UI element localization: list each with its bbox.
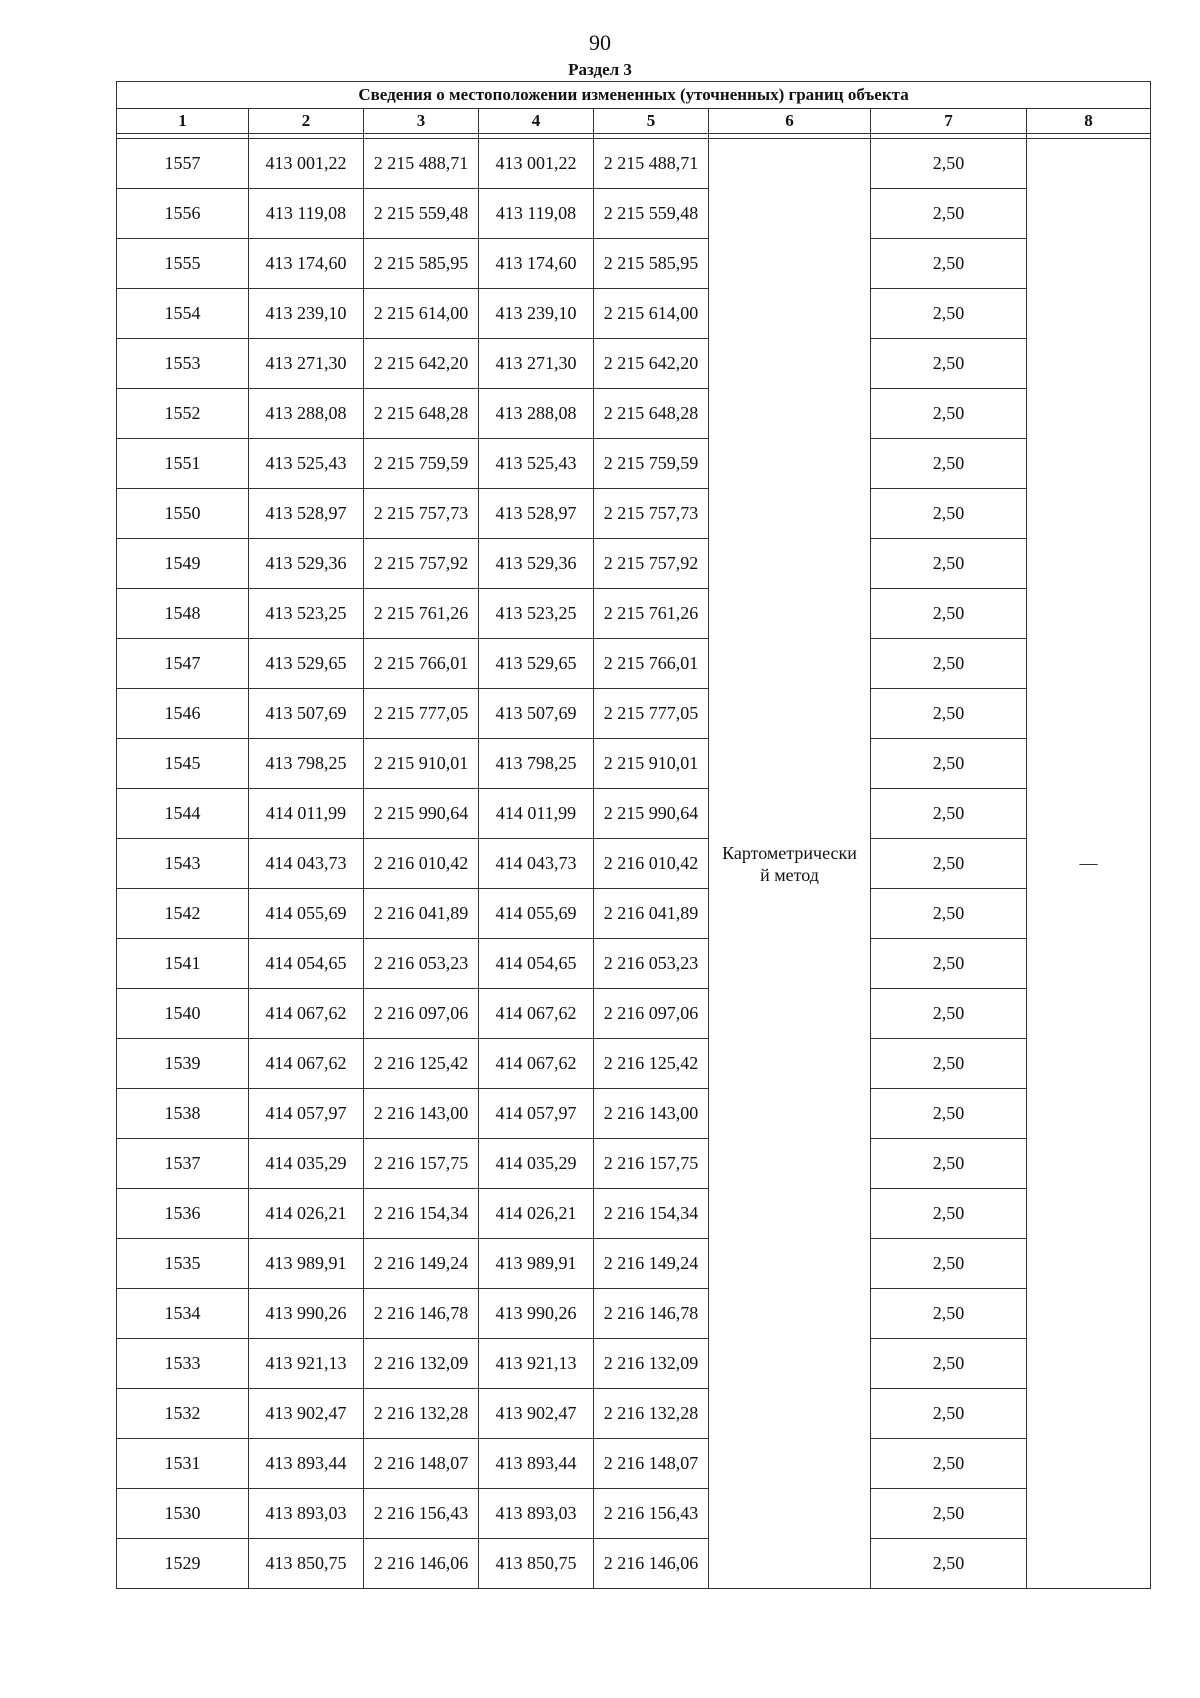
cell-x-new: 414 067,62 <box>479 1039 594 1089</box>
cell-x-old: 413 989,91 <box>249 1239 364 1289</box>
cell-x-old: 413 119,08 <box>249 189 364 239</box>
cell-x-old: 413 798,25 <box>249 739 364 789</box>
cell-x-new: 413 529,36 <box>479 539 594 589</box>
cell-x-new: 414 026,21 <box>479 1189 594 1239</box>
cell-point: 1555 <box>117 239 249 289</box>
cell-y-new: 2 216 125,42 <box>594 1039 709 1089</box>
cell-accuracy: 2,50 <box>871 1239 1027 1289</box>
table-row <box>117 139 1151 189</box>
cell-point: 1537 <box>117 1139 249 1189</box>
cell-x-old: 414 054,65 <box>249 939 364 989</box>
table-row <box>117 439 1151 489</box>
cell-y-old: 2 215 990,64 <box>364 789 479 839</box>
cell-x-old: 414 067,62 <box>249 989 364 1039</box>
cell-y-old: 2 216 041,89 <box>364 889 479 939</box>
cell-accuracy: 2,50 <box>871 189 1027 239</box>
cell-x-old: 413 529,65 <box>249 639 364 689</box>
cell-x-old: 413 525,43 <box>249 439 364 489</box>
cell-accuracy: 2,50 <box>871 639 1027 689</box>
cell-x-new: 413 239,10 <box>479 289 594 339</box>
cell-x-new: 413 893,44 <box>479 1439 594 1489</box>
cell-y-old: 2 216 053,23 <box>364 939 479 989</box>
table-row <box>117 389 1151 439</box>
cell-x-old: 414 011,99 <box>249 789 364 839</box>
cell-point: 1552 <box>117 389 249 439</box>
table-row <box>117 1389 1151 1439</box>
cell-accuracy: 2,50 <box>871 439 1027 489</box>
cell-y-new: 2 216 053,23 <box>594 939 709 989</box>
cell-accuracy: 2,50 <box>871 1539 1027 1589</box>
cell-x-new: 413 271,30 <box>479 339 594 389</box>
cell-x-old: 413 507,69 <box>249 689 364 739</box>
cell-x-new: 413 507,69 <box>479 689 594 739</box>
table-row <box>117 1489 1151 1539</box>
cell-x-new: 413 893,03 <box>479 1489 594 1539</box>
cell-x-old: 413 523,25 <box>249 589 364 639</box>
cell-x-new: 413 119,08 <box>479 189 594 239</box>
cell-accuracy: 2,50 <box>871 1439 1027 1489</box>
cell-x-old: 414 057,97 <box>249 1089 364 1139</box>
cell-y-old: 2 216 146,06 <box>364 1539 479 1589</box>
cell-accuracy: 2,50 <box>871 739 1027 789</box>
table-row <box>117 539 1151 589</box>
cell-y-old: 2 215 757,92 <box>364 539 479 589</box>
cell-x-old: 413 921,13 <box>249 1339 364 1389</box>
cell-y-old: 2 216 097,06 <box>364 989 479 1039</box>
table-row <box>117 689 1151 739</box>
cell-y-new: 2 215 910,01 <box>594 739 709 789</box>
cell-y-new: 2 216 132,28 <box>594 1389 709 1439</box>
table-row <box>117 589 1151 639</box>
cell-x-old: 414 026,21 <box>249 1189 364 1239</box>
cell-y-new: 2 216 146,06 <box>594 1539 709 1589</box>
cell-point: 1548 <box>117 589 249 639</box>
table-row <box>117 889 1151 939</box>
table-row <box>117 189 1151 239</box>
cell-y-old: 2 216 132,09 <box>364 1339 479 1389</box>
cell-y-new: 2 215 766,01 <box>594 639 709 689</box>
column-number: 2 <box>249 109 364 134</box>
cell-x-new: 414 011,99 <box>479 789 594 839</box>
cell-x-old: 414 055,69 <box>249 889 364 939</box>
cell-x-new: 413 990,26 <box>479 1289 594 1339</box>
cell-x-new: 413 529,65 <box>479 639 594 689</box>
cell-point: 1553 <box>117 339 249 389</box>
cell-point: 1544 <box>117 789 249 839</box>
table-row <box>117 1189 1151 1239</box>
table-row <box>117 339 1151 389</box>
cell-point: 1547 <box>117 639 249 689</box>
table-row <box>117 1539 1151 1589</box>
column-number: 6 <box>709 109 871 134</box>
cell-x-old: 414 035,29 <box>249 1139 364 1189</box>
cell-accuracy: 2,50 <box>871 939 1027 989</box>
table-row <box>117 489 1151 539</box>
cell-x-new: 414 055,69 <box>479 889 594 939</box>
cell-y-new: 2 216 010,42 <box>594 839 709 889</box>
cell-x-old: 413 271,30 <box>249 339 364 389</box>
column-number: 3 <box>364 109 479 134</box>
cell-x-old: 413 990,26 <box>249 1289 364 1339</box>
cell-y-new: 2 216 143,00 <box>594 1089 709 1139</box>
cell-point: 1538 <box>117 1089 249 1139</box>
cell-y-new: 2 215 585,95 <box>594 239 709 289</box>
cell-x-old: 413 174,60 <box>249 239 364 289</box>
cell-x-old: 413 850,75 <box>249 1539 364 1589</box>
cell-point: 1530 <box>117 1489 249 1539</box>
cell-x-old: 413 001,22 <box>249 139 364 189</box>
table-body <box>117 139 1151 1589</box>
cell-x-new: 414 043,73 <box>479 839 594 889</box>
cell-y-old: 2 216 157,75 <box>364 1139 479 1189</box>
section-title: Раздел 3 <box>568 60 632 79</box>
cell-x-new: 413 528,97 <box>479 489 594 539</box>
cell-y-new: 2 215 757,73 <box>594 489 709 539</box>
cell-y-new: 2 216 148,07 <box>594 1439 709 1489</box>
cell-x-old: 414 043,73 <box>249 839 364 889</box>
cell-y-old: 2 215 759,59 <box>364 439 479 489</box>
cell-x-new: 413 902,47 <box>479 1389 594 1439</box>
column-number: 5 <box>594 109 709 134</box>
cell-accuracy: 2,50 <box>871 239 1027 289</box>
cell-y-new: 2 215 777,05 <box>594 689 709 739</box>
cell-y-new: 2 216 041,89 <box>594 889 709 939</box>
cell-y-new: 2 216 154,34 <box>594 1189 709 1239</box>
cell-x-new: 413 001,22 <box>479 139 594 189</box>
cell-point: 1531 <box>117 1439 249 1489</box>
cell-point: 1550 <box>117 489 249 539</box>
cell-y-new: 2 215 642,20 <box>594 339 709 389</box>
cell-x-old: 413 529,36 <box>249 539 364 589</box>
cell-x-new: 413 174,60 <box>479 239 594 289</box>
cell-y-old: 2 216 125,42 <box>364 1039 479 1089</box>
cell-y-old: 2 215 910,01 <box>364 739 479 789</box>
cell-point: 1549 <box>117 539 249 589</box>
table-row <box>117 289 1151 339</box>
cell-x-old: 414 067,62 <box>249 1039 364 1089</box>
cell-x-new: 413 798,25 <box>479 739 594 789</box>
table-row <box>117 1289 1151 1339</box>
cell-accuracy: 2,50 <box>871 989 1027 1039</box>
cell-point: 1541 <box>117 939 249 989</box>
cell-x-old: 413 528,97 <box>249 489 364 539</box>
cell-x-old: 413 893,44 <box>249 1439 364 1489</box>
cell-y-old: 2 215 648,28 <box>364 389 479 439</box>
cell-y-old: 2 215 761,26 <box>364 589 479 639</box>
cell-y-old: 2 215 642,20 <box>364 339 479 389</box>
cell-point: 1546 <box>117 689 249 739</box>
cell-point: 1534 <box>117 1289 249 1339</box>
cell-y-new: 2 215 559,48 <box>594 189 709 239</box>
cell-point: 1533 <box>117 1339 249 1389</box>
cell-accuracy: 2,50 <box>871 289 1027 339</box>
page-number: 90 <box>589 30 611 55</box>
table-row <box>117 989 1151 1039</box>
cell-accuracy: 2,50 <box>871 1389 1027 1439</box>
cell-point: 1543 <box>117 839 249 889</box>
cell-y-old: 2 215 585,95 <box>364 239 479 289</box>
cell-point: 1536 <box>117 1189 249 1239</box>
cell-accuracy: 2,50 <box>871 1289 1027 1339</box>
table-row <box>117 789 1151 839</box>
cell-y-old: 2 216 156,43 <box>364 1489 479 1539</box>
cell-y-new: 2 216 097,06 <box>594 989 709 1039</box>
cell-point: 1554 <box>117 289 249 339</box>
column-number: 4 <box>479 109 594 134</box>
table-row <box>117 1439 1151 1489</box>
cell-y-old: 2 215 757,73 <box>364 489 479 539</box>
table-row <box>117 1239 1151 1289</box>
cell-y-old: 2 216 149,24 <box>364 1239 479 1289</box>
cell-x-new: 413 288,08 <box>479 389 594 439</box>
cell-x-new: 413 525,43 <box>479 439 594 489</box>
cell-point: 1539 <box>117 1039 249 1089</box>
table-row <box>117 1139 1151 1189</box>
cell-y-new: 2 215 759,59 <box>594 439 709 489</box>
cell-point: 1556 <box>117 189 249 239</box>
cell-y-old: 2 215 614,00 <box>364 289 479 339</box>
cell-x-new: 413 989,91 <box>479 1239 594 1289</box>
column-number: 8 <box>1027 109 1151 134</box>
cell-y-old: 2 216 148,07 <box>364 1439 479 1489</box>
cell-y-new: 2 215 990,64 <box>594 789 709 839</box>
cell-accuracy: 2,50 <box>871 339 1027 389</box>
cell-point: 1532 <box>117 1389 249 1439</box>
cell-y-new: 2 216 157,75 <box>594 1139 709 1189</box>
cell-x-old: 413 902,47 <box>249 1389 364 1439</box>
table-row <box>117 639 1151 689</box>
cell-accuracy: 2,50 <box>871 1339 1027 1389</box>
table-row <box>117 1039 1151 1089</box>
cell-point: 1535 <box>117 1239 249 1289</box>
cell-note: — <box>1027 139 1151 1589</box>
cell-point: 1557 <box>117 139 249 189</box>
cell-accuracy: 2,50 <box>871 589 1027 639</box>
cell-y-new: 2 216 146,78 <box>594 1289 709 1339</box>
cell-accuracy: 2,50 <box>871 539 1027 589</box>
cell-accuracy: 2,50 <box>871 1489 1027 1539</box>
cell-accuracy: 2,50 <box>871 839 1027 889</box>
table-row <box>117 1089 1151 1139</box>
cell-x-new: 413 850,75 <box>479 1539 594 1589</box>
cell-accuracy: 2,50 <box>871 389 1027 439</box>
cell-x-new: 413 921,13 <box>479 1339 594 1389</box>
table-row <box>117 1339 1151 1389</box>
cell-point: 1542 <box>117 889 249 939</box>
cell-x-old: 413 288,08 <box>249 389 364 439</box>
cell-point: 1540 <box>117 989 249 1039</box>
cell-point: 1545 <box>117 739 249 789</box>
cell-y-old: 2 216 146,78 <box>364 1289 479 1339</box>
cell-point: 1551 <box>117 439 249 489</box>
cell-y-old: 2 215 559,48 <box>364 189 479 239</box>
cell-y-old: 2 216 010,42 <box>364 839 479 889</box>
column-number: 7 <box>871 109 1027 134</box>
table-row <box>117 939 1151 989</box>
cell-accuracy: 2,50 <box>871 789 1027 839</box>
cell-accuracy: 2,50 <box>871 489 1027 539</box>
cell-y-new: 2 216 156,43 <box>594 1489 709 1539</box>
cell-y-old: 2 215 777,05 <box>364 689 479 739</box>
cell-x-old: 413 239,10 <box>249 289 364 339</box>
cell-y-old: 2 216 143,00 <box>364 1089 479 1139</box>
coordinates-table <box>116 81 1151 1589</box>
table-caption: Сведения о местоположении измененных (уточненных) границ объекта <box>117 82 1151 109</box>
cell-x-new: 414 057,97 <box>479 1089 594 1139</box>
cell-x-new: 414 035,29 <box>479 1139 594 1189</box>
cell-y-old: 2 215 488,71 <box>364 139 479 189</box>
cell-x-new: 414 067,62 <box>479 989 594 1039</box>
cell-accuracy: 2,50 <box>871 139 1027 189</box>
cell-accuracy: 2,50 <box>871 1189 1027 1239</box>
method-text-line1: Картометрически <box>722 842 857 863</box>
cell-x-old: 413 893,03 <box>249 1489 364 1539</box>
cell-y-new: 2 215 648,28 <box>594 389 709 439</box>
cell-y-new: 2 215 761,26 <box>594 589 709 639</box>
cell-y-new: 2 216 132,09 <box>594 1339 709 1389</box>
cell-x-new: 413 523,25 <box>479 589 594 639</box>
method-text-line2: й метод <box>760 864 819 885</box>
cell-accuracy: 2,50 <box>871 1089 1027 1139</box>
cell-y-old: 2 216 132,28 <box>364 1389 479 1439</box>
cell-accuracy: 2,50 <box>871 1139 1027 1189</box>
cell-point: 1529 <box>117 1539 249 1589</box>
cell-accuracy: 2,50 <box>871 689 1027 739</box>
cell-y-new: 2 215 488,71 <box>594 139 709 189</box>
table-row <box>117 239 1151 289</box>
cell-x-new: 414 054,65 <box>479 939 594 989</box>
cell-y-new: 2 216 149,24 <box>594 1239 709 1289</box>
cell-accuracy: 2,50 <box>871 1039 1027 1089</box>
cell-y-new: 2 215 614,00 <box>594 289 709 339</box>
table-row <box>117 739 1151 789</box>
cell-y-new: 2 215 757,92 <box>594 539 709 589</box>
column-number: 1 <box>117 109 249 134</box>
cell-y-old: 2 215 766,01 <box>364 639 479 689</box>
cell-accuracy: 2,50 <box>871 889 1027 939</box>
table-row <box>117 839 1151 889</box>
cell-y-old: 2 216 154,34 <box>364 1189 479 1239</box>
cell-method <box>709 139 871 1589</box>
